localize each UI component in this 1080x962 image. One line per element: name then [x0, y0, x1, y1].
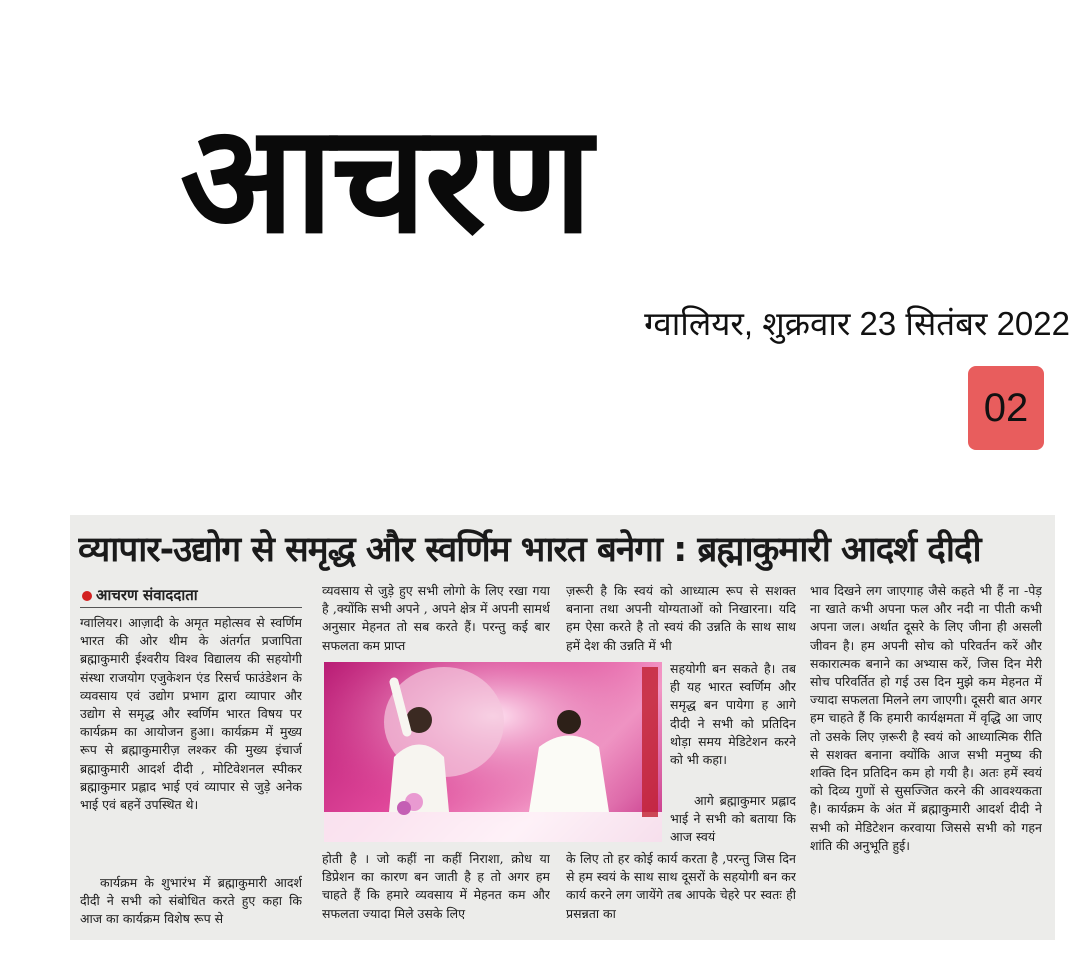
- article-column-3-mid: सहयोगी बन सकते है। तब ही यह भारत स्वर्णिम और समृद्ध बन पायेगा ह आगे दीदी ने सभी को प्रतिदिन थोड़ा समय मेडिटेशन करने को भी कहा।: [670, 661, 796, 768]
- article-column-2-bottom: होती है । जो कहीं ना कहीं निराशा, क्रोध या डिप्रेशन का कारण बन जाती है ह तो अगर हम चाहते हैं कि हमारे व्यवसाय में मेहनत कम और सफलता ज्यादा मिले उसके लिए: [322, 851, 550, 921]
- page-number-badge: 02: [968, 366, 1044, 450]
- event-photo: [324, 662, 662, 842]
- article-column-3-bottom: के लिए तो हर कोई कार्य करता है ,परन्तु जिस दिन से हम स्वयं के साथ साथ दूसरों के सहयोगी बन कर कार्य करने लग जायेंगे तब आपके चेहरे पर स्वतः ही प्रसन्नता का: [566, 851, 796, 921]
- article-column-4: भाव दिखने लग जाएगाह जैसे कहते भी हैं ना -पेड़ ना खाते कभी अपना फल और नदी ना पीती कभी अपना जल। अर्थात दूसरे के लिए जीना ही असली जीवन है। हम अपनी सोच को परिवर्तन करें और सकारात्मक बनाने का अभ्यास करें, जिस दिन मेरी सोच परिवर्तित हो गई उस दिन मुझे कम मेहनत में ज्यादा सफलता मिलने लग जाएगी। दूसरी बात अगर हम चाहते हैं कि हमारी कार्यक्षमता में वृद्धि आ जाए तो उसके लिए ज़रूरी है स्वयं को आध्यात्मिक रीति से सशक्त बनाना क्योंकि आज सभी मनुष्य की शक्ति दिन प्रतिदिन कम हो गयी है। अतः हमें स्वयं को दिव्य गुणों से सुसज्जित करने की आवश्यकता है। कार्यक्रम के अंत में ब्रह्माकुमारी आदर्श दीदी ने सभी को मेडिटेशन करवाया जिससे सभी को गहन शांति की अनुभूति हुई।: [810, 583, 1042, 853]
- dateline: ग्वालियर, शुक्रवार 23 सितंबर 2022: [644, 305, 1070, 342]
- byline-divider: [80, 607, 302, 608]
- article-column-1b: कार्यक्रम के शुभारंभ में ब्रह्माकुमारी आदर्श दीदी ने सभी को संबोधित करते हुए कहा कि आज का कार्यक्रम विशेष रूप से: [80, 875, 302, 927]
- article-headline: व्यापार-उद्योग से समृद्ध और स्वर्णिम भारत बनेगा : ब्रह्माकुमारी आदर्श दीदी: [78, 530, 981, 570]
- article-column-3-mid2: आगे ब्रह्माकुमार प्रह्लाद भाई ने सभी को बताया कि आज स्वयं: [670, 793, 796, 845]
- masthead-title: आचरण: [180, 93, 591, 267]
- article-byline: [82, 585, 198, 605]
- article-column-1: ग्वालियर। आज़ादी के अमृत महोत्सव से स्वर्णिम भारत की ओर थीम के अंतर्गत प्रजापिता ब्रह्माकुमारी ईश्वरीय विश्व विद्यालय की सहयोगी संस्था राजयोग एजुकेशन एंड रिसर्च फाउंडेशन के व्यवसाय एवं उद्योग प्रभाग द्वारा व्यापार और उद्योग से समृद्ध और स्वर्णिम भारत विषय पर कार्यक्रम का आयोजन हुआ। कार्यक्रम में मुख्य रूप से ब्रह्माकुमारीज़ लश्कर की मुख्य इंचार्ज ब्रह्माकुमारी आदर्श दीदी , मोटिवेशनल स्पीकर ब्रह्माकुमार प्रह्लाद भाई एवं व्यापार से जुड़े अनेक भाई एवं बहनें उपस्थित थे।: [80, 615, 302, 813]
- event-photo-illustration: [324, 662, 662, 842]
- bullet-icon: [82, 591, 92, 601]
- article-column-3-top: ज़रूरी है कि स्वयं को आध्यात्म रूप से सशक्त बनाना तथा अपनी योग्यताओं को निखारना। यदि हम ऐसा करते है तो स्वयं की उन्नति के साथ साथ हमें देश की उन्नति में भी: [566, 583, 796, 653]
- byline-text: आचरण संवाददाता: [96, 586, 198, 604]
- article-column-2-top: व्यवसाय से जुड़े हुए सभी लोगो के लिए रखा गया है ,क्योंकि सभी अपने , अपने क्षेत्र में अपनी सामर्थ अनुसार मेहनत तो सब करते हैं। परन्तु कई बार सफलता कम प्राप्त: [322, 583, 550, 653]
